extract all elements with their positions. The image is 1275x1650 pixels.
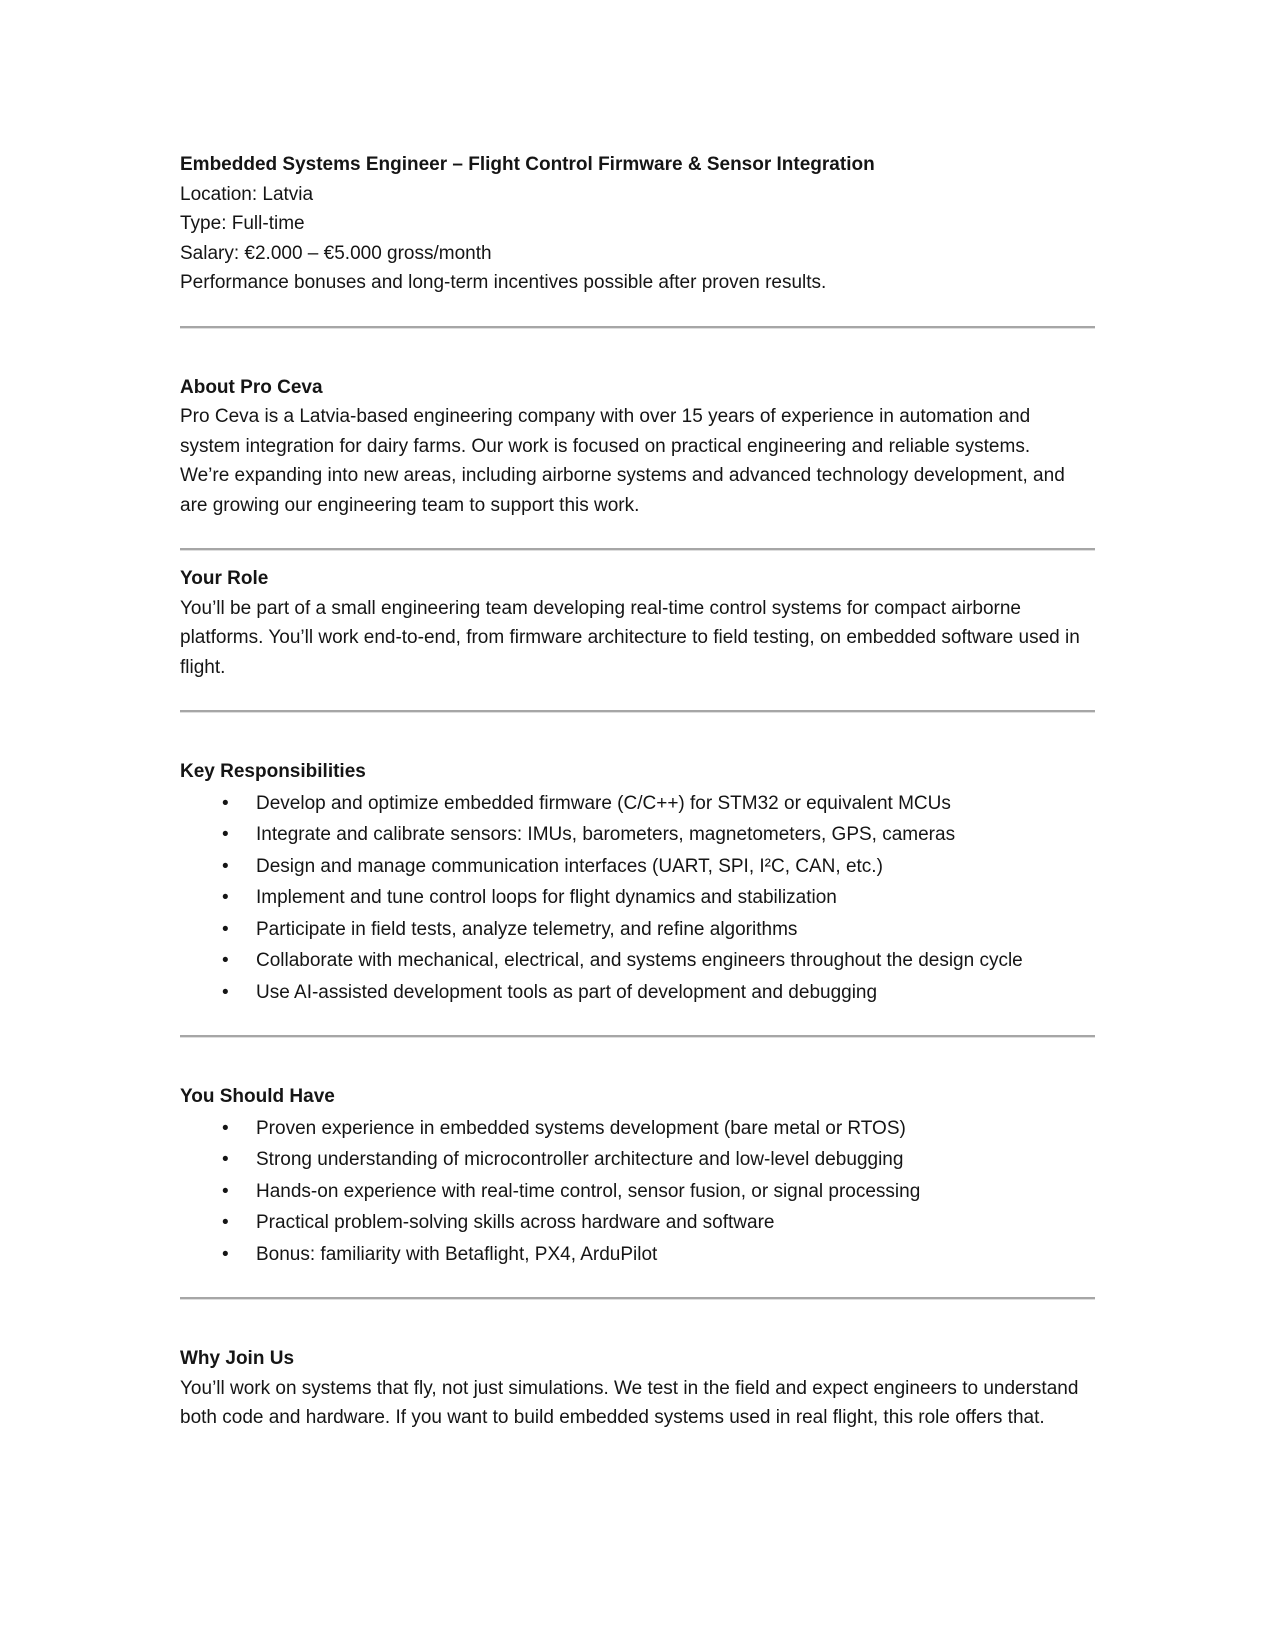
section-why-join-us — [180, 1344, 1095, 1433]
list-item: • Practical problem-solving skills across hardware and software — [220, 1208, 1095, 1238]
list-item: • Strong understanding of microcontroller architecture and low-level debugging — [220, 1145, 1095, 1175]
list-item: • Bonus: familiarity with Betaflight, PX4, ArduPilot — [220, 1240, 1095, 1270]
list-item: • Collaborate with mechanical, electrical, and systems engineers throughout the design cycle — [220, 946, 1095, 976]
key-responsibilities-list — [180, 789, 1095, 1008]
section-you-should-have — [180, 1082, 1095, 1269]
your-role-paragraph: You’ll be part of a small engineering team developing real-time control systems for compact airborne platforms. You’ll work end-to-end, from firmware architecture to field testing, on embedded software used in flight. — [180, 597, 1080, 678]
section-divider — [180, 710, 1095, 713]
job-title: Embedded Systems Engineer – Flight Control Firmware & Sensor Integration — [180, 154, 875, 175]
list-item: • Implement and tune control loops for flight dynamics and stabilization — [220, 883, 1095, 913]
you-should-have-list — [180, 1114, 1095, 1270]
job-bonus-note: Performance bonuses and long-term incentives possible after proven results. — [180, 272, 827, 293]
list-item: • Integrate and calibrate sensors: IMUs, barometers, magnetometers, GPS, cameras — [220, 820, 1095, 850]
list-item: • Design and manage communication interfaces (UART, SPI, I²C, CAN, etc.) — [220, 852, 1095, 882]
section-divider — [180, 1297, 1095, 1300]
section-divider — [180, 1035, 1095, 1038]
section-your-role — [180, 564, 1095, 682]
about-paragraph-2: We’re expanding into new areas, including airborne systems and advanced technology development, and are growing our engineering team to support this work. — [180, 465, 1065, 516]
list-item: • Use AI-assisted development tools as part of development and debugging — [220, 978, 1095, 1008]
why-join-us-paragraph: You’ll work on systems that fly, not just simulations. We test in the field and expect engineers to understand both code and hardware. If you want to build embedded systems used in real flight, this role offers that. — [180, 1377, 1079, 1428]
job-type: Type: Full-time — [180, 213, 305, 234]
section-about — [180, 373, 1095, 521]
key-responsibilities-heading: Key Responsibilities — [180, 761, 366, 782]
section-divider — [180, 548, 1095, 551]
list-item: • Proven experience in embedded systems development (bare metal or RTOS) — [220, 1114, 1095, 1144]
list-item: • Develop and optimize embedded firmware (C/C++) for STM32 or equivalent MCUs — [220, 789, 1095, 819]
section-key-responsibilities — [180, 757, 1095, 1007]
job-header — [180, 150, 1095, 298]
about-heading: About Pro Ceva — [180, 376, 323, 398]
job-location: Location: Latvia — [180, 183, 314, 205]
why-join-us-heading: Why Join Us — [180, 1348, 295, 1369]
section-divider — [180, 326, 1095, 329]
your-role-heading: Your Role — [180, 568, 269, 589]
job-salary: Salary: €2.000 – €5.000 gross/month — [180, 242, 492, 264]
you-should-have-heading: You Should Have — [180, 1086, 335, 1107]
list-item: • Hands-on experience with real-time control, sensor fusion, or signal processing — [220, 1177, 1095, 1207]
list-item: • Participate in field tests, analyze telemetry, and refine algorithms — [220, 915, 1095, 945]
about-paragraph-1: Pro Ceva is a Latvia-based engineering company with over 15 years of experience in automation and system integration for dairy farms. Our work is focused on practical engineering and reliable systems. — [180, 406, 1031, 457]
